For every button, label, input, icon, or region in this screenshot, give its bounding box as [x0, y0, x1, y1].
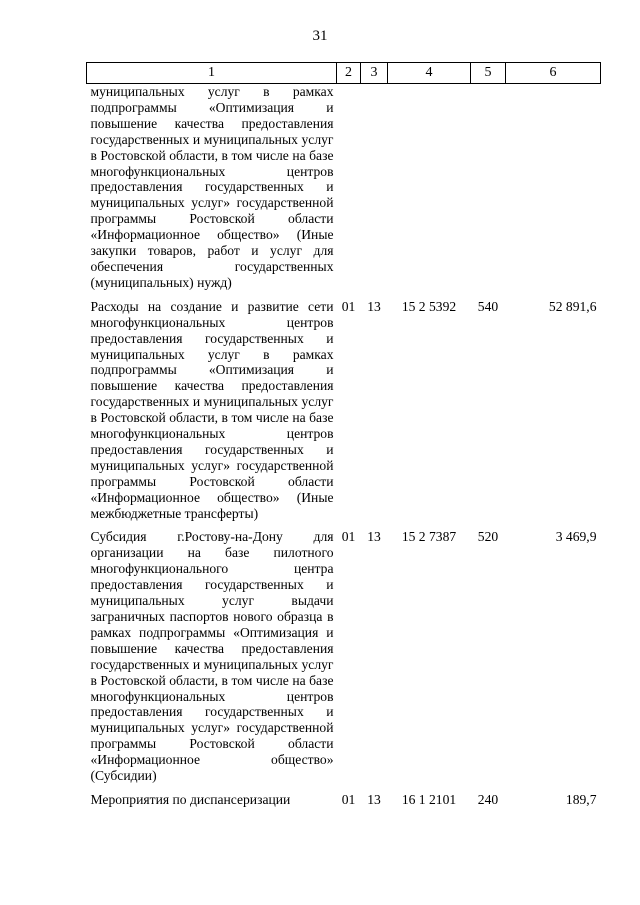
row-amount — [506, 84, 601, 299]
header-col-3: 3 — [361, 63, 388, 84]
row-expense-type: 540 — [477, 298, 499, 314]
row-description: муниципальных услуг в рамках подпрограммы «Оптимизация и повышение качества предоставления государственных и муниципальных услуг в Ростовской области, в том числе на базе многофункциональных центров предоставления государственных и муниципальных услуг» государственной программы Ростовской области «Информационное общество» (Иные закупки товаров, работ и услуг для обеспечения государственных (муниципальных) нужд) — [90, 84, 334, 290]
row-description: Расходы на создание и развитие сети многофункциональных центров предоставления государственных и муниципальных услуг в рамках подпрограммы «Оптимизация и повышение качества предоставления государственных и муниципальных услуг в Ростовской области, в том числе на базе многофункциональных центров предоставления государственных и муниципальных услуг» государственной программы Ростовской области «Информационное общество» (Иные межбюджетные трансферты) — [90, 298, 334, 521]
row-section: 01 — [341, 298, 356, 314]
header-col-1: 1 — [87, 63, 337, 84]
row-subsection: 13 — [367, 791, 381, 807]
row-section — [337, 84, 361, 299]
header-col-2: 2 — [337, 63, 361, 84]
header-row — [87, 63, 601, 84]
row-target-article: 15 2 7387 — [401, 529, 457, 545]
row-expense-type: 520 — [477, 529, 499, 545]
table-row — [87, 299, 601, 530]
row-subsection — [361, 84, 388, 299]
row-amount: 189,7 — [565, 791, 597, 807]
row-section: 01 — [341, 791, 356, 807]
row-amount: 3 469,9 — [555, 529, 597, 545]
row-target-article — [388, 84, 471, 299]
row-description: Мероприятия по диспансеризации — [90, 791, 291, 807]
budget-table — [86, 62, 601, 808]
table-row — [87, 792, 601, 808]
header-col-4: 4 — [388, 63, 471, 84]
row-expense-type — [471, 84, 506, 299]
row-subsection: 13 — [367, 298, 381, 314]
row-description: Субсидия г.Ростову-на-Дону для организации на базе пилотного многофункционального центра предоставления государственных и муниципальных услуг выдачи заграничных паспортов нового образца в рамках подпрограммы «Оптимизация и повышение качества предоставления государственных и муниципальных услуг в Ростовской области, в том числе на базе многофункциональных центров предоставления государственных и муниципальных услуг» государственной программы Ростовской области «Информационное общество» (Субсидии) — [90, 529, 334, 784]
header-col-6: 6 — [506, 63, 601, 84]
row-amount: 52 891,6 — [548, 298, 597, 314]
row-subsection: 13 — [367, 529, 381, 545]
header-col-5: 5 — [471, 63, 506, 84]
row-target-article: 16 1 2101 — [401, 791, 457, 807]
row-target-article: 15 2 5392 — [401, 298, 457, 314]
table-row — [87, 529, 601, 792]
table-row — [87, 84, 601, 299]
page-number: 31 — [312, 28, 328, 44]
row-expense-type: 240 — [477, 791, 499, 807]
row-section: 01 — [341, 529, 356, 545]
